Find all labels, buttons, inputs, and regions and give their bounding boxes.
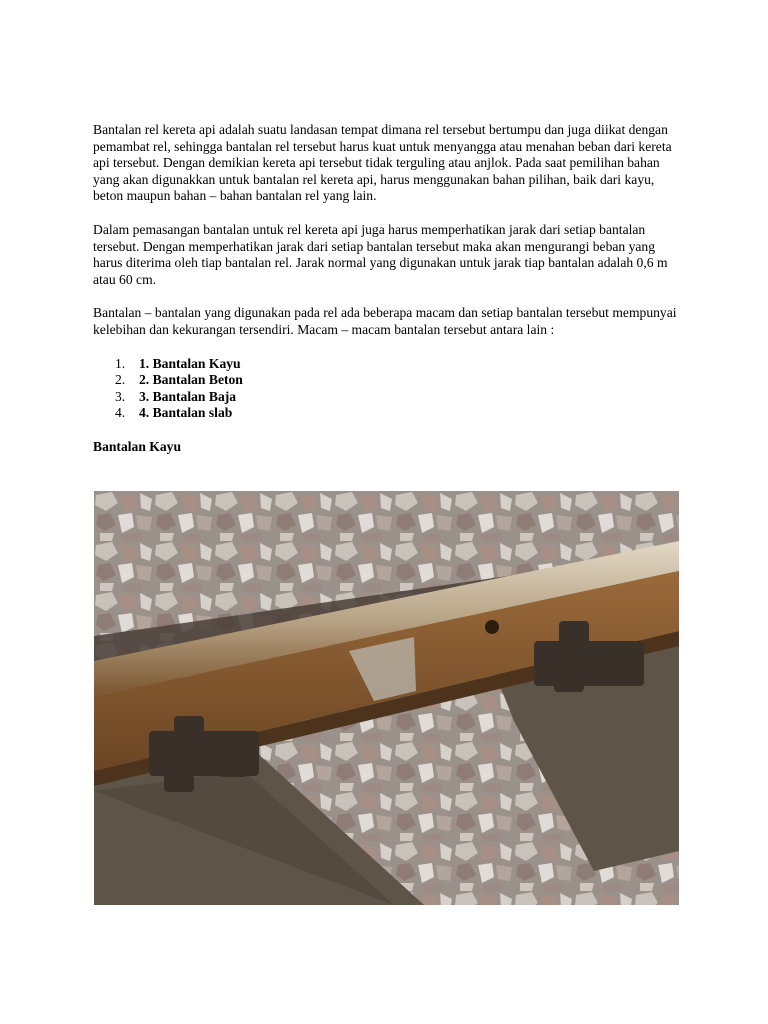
list-item-label: 3. Bantalan Baja xyxy=(139,388,237,404)
wooden-sleeper-photo xyxy=(94,491,679,905)
list-item-number: 4. xyxy=(115,405,126,421)
paragraph-intro: Bantalan rel kereta api adalah suatu landasan tempat dimana rel tersebut bertumpu dan juga diikat dengan pemambat rel, sehingga bantalan rel tersebut harus kuat untuk menyangga atau menahan beban dari kereta api tersebut. Dengan demikian kereta api tersebut tidak terguling atau anjlok. Pada saat pemilihan bahan yang akan digunakkan untuk bantalan rel kereta api, harus menggunakan bahan pilihan, baik dari kayu, beton maupun bahan – bahan bantalan rel yang lain. xyxy=(93,122,672,204)
paragraph-types: Bantalan – bantalan yang digunakan pada rel ada beberapa macam dan setiap bantalan tersebut mempunyai kelebihan dan kekurangan tersendiri. Macam – macam bantalan tersebut antara lain : xyxy=(93,305,677,337)
list-item xyxy=(93,405,683,422)
section-heading: Bantalan Kayu xyxy=(93,438,182,454)
document-body xyxy=(93,122,683,456)
list-item xyxy=(93,372,683,389)
list-item-number: 3. xyxy=(115,388,126,404)
list-item-label: 2. Bantalan Beton xyxy=(139,372,243,388)
list-item-label: 4. Bantalan slab xyxy=(139,405,233,421)
list-item xyxy=(93,356,683,373)
sleeper-type-list xyxy=(93,356,683,422)
railway-track-illustration xyxy=(94,491,679,905)
list-item-number: 2. xyxy=(115,372,126,388)
paragraph-spacing: Dalam pemasangan bantalan untuk rel kereta api juga harus memperhatikan jarak dari setiap bantalan tersebut. Dengan memperhatikan jarak dari setiap bantalan tersebut maka akan mengurangi beban yang harus diterima oleh tiap bantalan rel. Jarak normal yang digunakan untuk jarak tiap bantalan adalah 0,6 m atau 60 cm. xyxy=(93,221,668,287)
list-item xyxy=(93,389,683,406)
list-item-label: 1. Bantalan Kayu xyxy=(139,355,241,371)
list-item-number: 1. xyxy=(115,355,126,371)
